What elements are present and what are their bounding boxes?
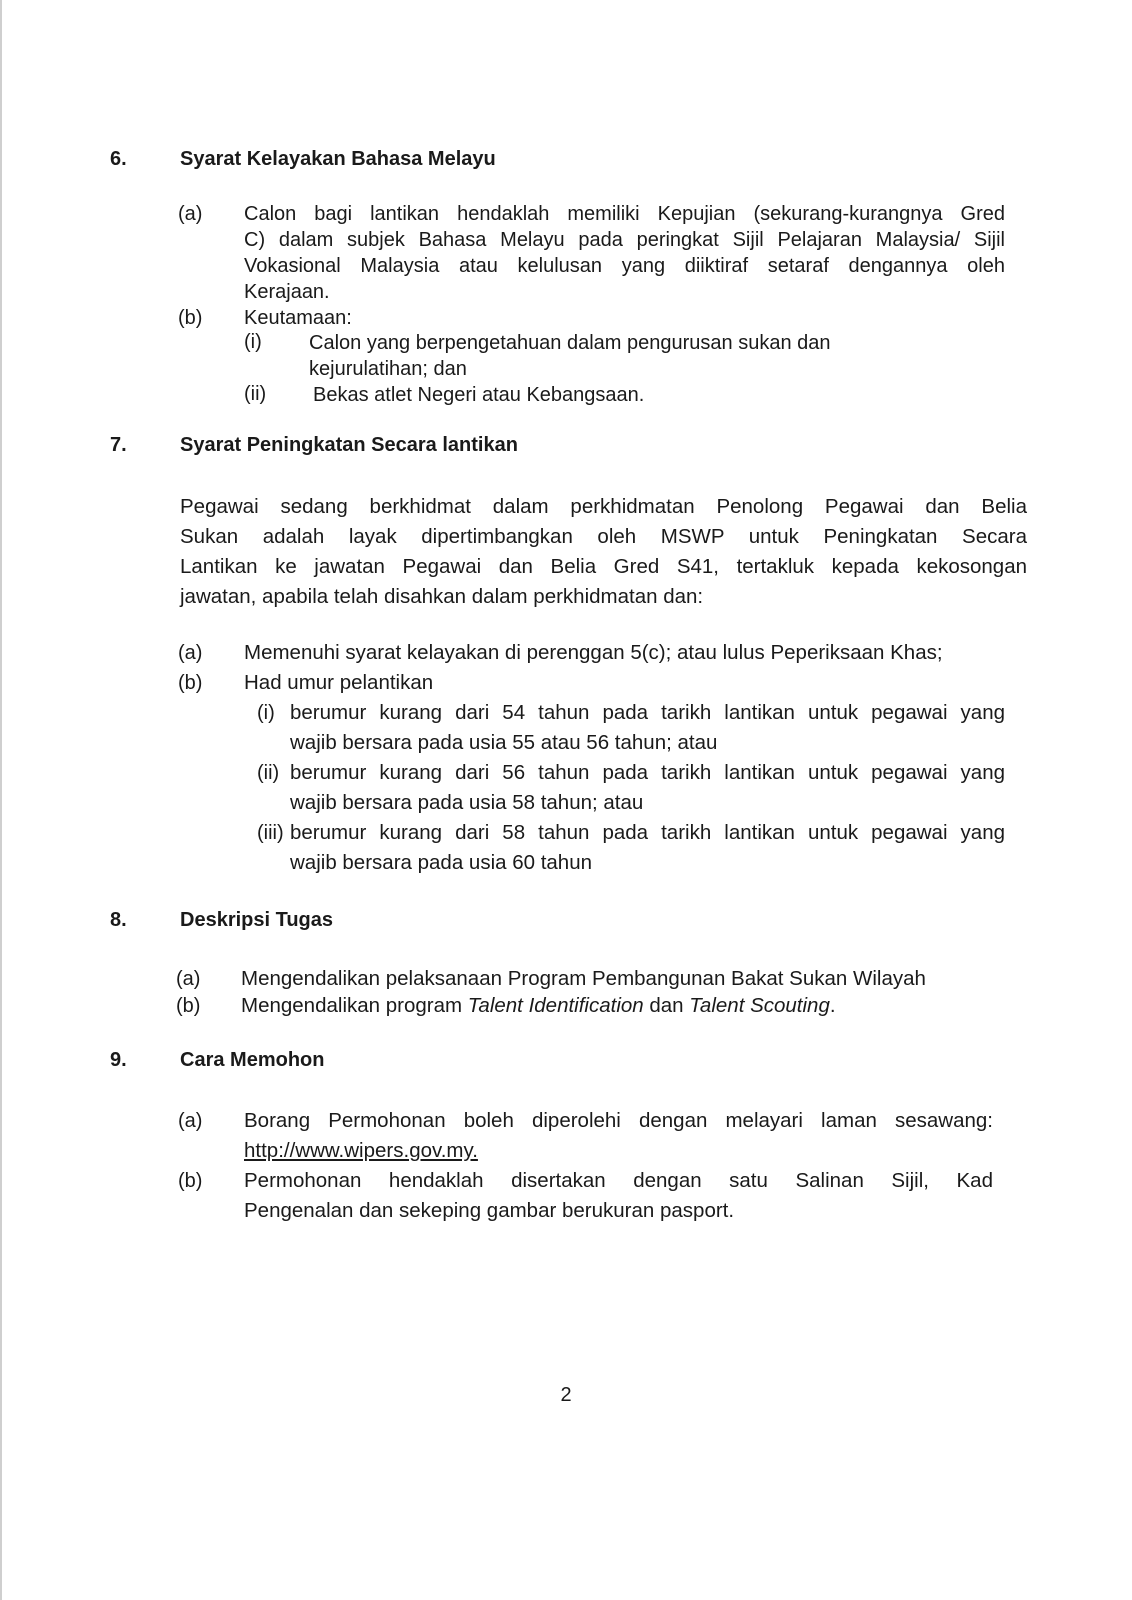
s8-b-label: (b) xyxy=(176,995,201,1017)
s6-a-line1: Calon bagi lantikan hendaklah memiliki Kepujian (sekurang-kurangnya Gred xyxy=(244,203,1005,225)
s9-a-line1: Borang Permohonan boleh diperolehi dengan melayari laman sesawang: xyxy=(244,1109,993,1132)
s7-iii-line2: wajib bersara pada usia 60 tahun xyxy=(290,851,593,874)
s9-a-label: (a) xyxy=(178,1110,203,1132)
s8-b-em1: Talent Identification xyxy=(467,994,644,1017)
s7-i-line2: wajib bersara pada usia 55 atau 56 tahun; atau xyxy=(290,731,718,754)
s7-para-line3: Lantikan ke jawatan Pegawai dan Belia Gred S41, tertakluk kepada kekosongan xyxy=(180,555,1027,578)
s6-b-label: (b) xyxy=(178,307,203,329)
s8-b-pre: Mengendalikan program xyxy=(241,994,468,1017)
wipers-website-link[interactable]: http://www.wipers.gov.my. xyxy=(244,1139,478,1162)
section-8-title: Deskripsi Tugas xyxy=(180,909,334,931)
section-6-number: 6. xyxy=(110,148,127,170)
page-number: 2 xyxy=(560,1384,572,1406)
s7-ii-line1: berumur kurang dari 56 tahun pada tarikh lantikan untuk pegawai yang xyxy=(290,761,1005,784)
s7-ii-label: (ii) xyxy=(257,762,280,784)
s7-b-label: (b) xyxy=(178,672,203,694)
s8-a-label: (a) xyxy=(176,968,201,990)
s9-b-label: (b) xyxy=(178,1170,203,1192)
s8-b-text xyxy=(241,993,836,1019)
s7-para-line2: Sukan adalah layak dipertimbangkan oleh MSWP untuk Peningkatan Secara xyxy=(180,525,1027,548)
s8-a-text: Mengendalikan pelaksanaan Program Pembangunan Bakat Sukan Wilayah xyxy=(241,967,926,990)
section-6-title: Syarat Kelayakan Bahasa Melayu xyxy=(180,148,496,170)
s7-i-label: (i) xyxy=(257,702,275,724)
s6-a-line4: Kerajaan. xyxy=(244,281,330,303)
page-edge xyxy=(0,0,2,1600)
section-7-number: 7. xyxy=(110,434,127,456)
s6-b-text: Keutamaan: xyxy=(244,307,352,329)
s7-iii-label: (iii) xyxy=(257,822,284,844)
s7-para-line1: Pegawai sedang berkhidmat dalam perkhidmatan Penolong Pegawai dan Belia xyxy=(180,495,1027,518)
s6-i-line2: kejurulatihan; dan xyxy=(309,358,467,380)
s6-a-label: (a) xyxy=(178,203,203,225)
s8-b-mid: dan xyxy=(643,994,690,1017)
s6-i-label: (i) xyxy=(244,331,262,353)
section-7-title: Syarat Peningkatan Secara lantikan xyxy=(180,434,518,456)
s7-i-line1: berumur kurang dari 54 tahun pada tarikh lantikan untuk pegawai yang xyxy=(290,701,1005,724)
s7-a-text: Memenuhi syarat kelayakan di perenggan 5(c); atau lulus Peperiksaan Khas; xyxy=(244,641,943,664)
s7-ii-line2: wajib bersara pada usia 58 tahun; atau xyxy=(290,791,644,814)
section-9-title: Cara Memohon xyxy=(180,1049,325,1071)
section-8-number: 8. xyxy=(110,909,127,931)
section-9-number: 9. xyxy=(110,1049,127,1071)
s9-b-line2: Pengenalan dan sekeping gambar berukuran pasport. xyxy=(244,1199,735,1222)
s8-b-em2: Talent Scouting xyxy=(689,994,830,1017)
s8-b-end: . xyxy=(829,994,836,1017)
s7-b-text: Had umur pelantikan xyxy=(244,671,434,694)
s6-i-line1: Calon yang berpengetahuan dalam pengurusan sukan dan xyxy=(309,332,831,354)
s6-ii-text: Bekas atlet Negeri atau Kebangsaan. xyxy=(313,384,645,406)
s9-b-line1: Permohonan hendaklah disertakan dengan satu Salinan Sijil, Kad xyxy=(244,1169,993,1192)
s6-ii-label: (ii) xyxy=(244,383,267,405)
s6-a-line2: C) dalam subjek Bahasa Melayu pada peringkat Sijil Pelajaran Malaysia/ Sijil xyxy=(244,229,1005,251)
s7-iii-line1: berumur kurang dari 58 tahun pada tarikh lantikan untuk pegawai yang xyxy=(290,821,1005,844)
s7-a-label: (a) xyxy=(178,642,203,664)
s7-para-line4: jawatan, apabila telah disahkan dalam perkhidmatan dan: xyxy=(180,585,704,608)
s6-a-line3: Vokasional Malaysia atau kelulusan yang diiktiraf setaraf dengannya oleh xyxy=(244,255,1005,277)
